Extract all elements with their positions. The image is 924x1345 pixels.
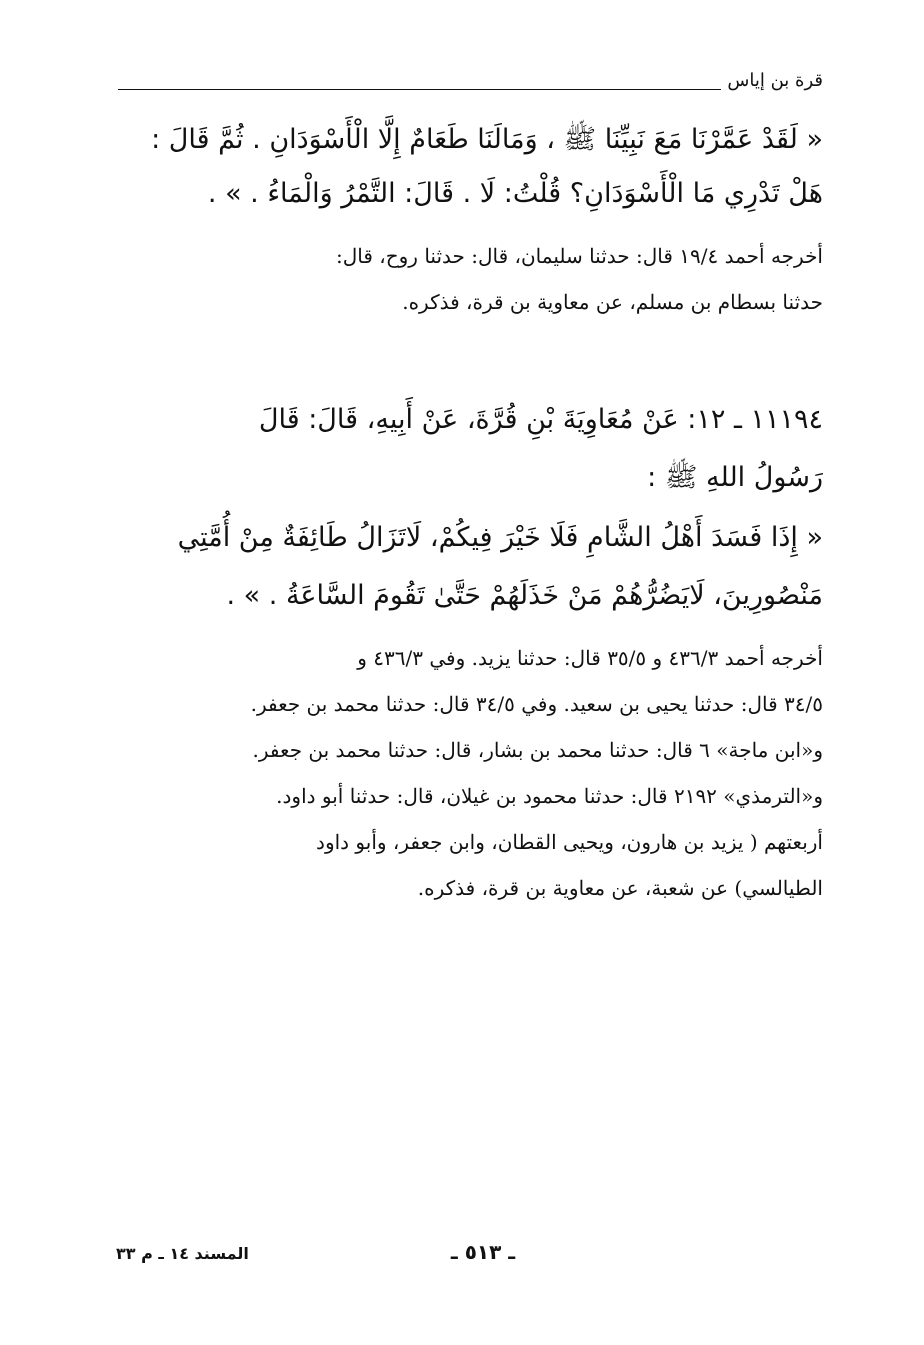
hadith-intro-2 (118, 400, 823, 510)
signature-mark: المسند ١٤ ـ م ٣٣ (116, 1244, 249, 1263)
hadith-line: « لَقَدْ عَمَّرْنَا مَعَ نَبِيِّنَا ﷺ ، وَمَالَنَا طَعَامٌ إِلَّا الْأَسْوَدَانِ . ثُمَّ قَالَ : (151, 124, 823, 155)
takhrij-line: أربعتهم ( يزيد بن هارون، ويحيى القطان، وابن جعفر، وأبو داود (316, 830, 823, 854)
takhrij-1 (118, 240, 823, 320)
header-rule (118, 89, 721, 90)
hadith-text-1 (118, 118, 823, 228)
takhrij-line: ٣٤/٥ قال: حدثنا يحيى بن سعيد. وفي ٣٤/٥ قال: حدثنا محمد بن جعفر. (250, 692, 823, 716)
page-number: ـ ٥١٣ ـ (450, 1240, 516, 1264)
takhrij-2 (118, 642, 823, 912)
hadith-text-2 (118, 518, 823, 628)
hadith-line: رَسُولُ اللهِ ﷺ : (647, 462, 823, 493)
hadith-line: مَنْصُورِينَ، لَايَضُرُّهُمْ مَنْ خَذَلَهُمْ حَتَّىٰ تَقُومَ السَّاعَةُ . » . (226, 580, 823, 611)
takhrij-line: أخرجه أحمد ١٩/٤ قال: حدثنا سليمان، قال: حدثنا روح، قال: (336, 244, 823, 268)
takhrij-line: الطيالسي) عن شعبة، عن معاوية بن قرة، فذكره. (417, 876, 823, 900)
page-header (118, 64, 823, 98)
running-title: قرة بن إياس (727, 70, 823, 91)
hadith-line: « إِذَا فَسَدَ أَهْلُ الشَّامِ فَلَا خَيْرَ فِيكُمْ، لَاتَزَالُ طَائِفَةٌ مِنْ أُمَّتِي (177, 522, 823, 553)
takhrij-line: و«ابن ماجة» ٦ قال: حدثنا محمد بن بشار، قال: حدثنا محمد بن جعفر. (252, 738, 823, 762)
takhrij-line: حدثنا بسطام بن مسلم، عن معاوية بن قرة، فذكره. (402, 290, 823, 314)
hadith-line: هَلْ تَدْرِي مَا الْأَسْوَدَانِ؟ قُلْتُ: لَا . قَالَ: التَّمْرُ وَالْمَاءُ . » . (207, 178, 823, 209)
takhrij-line: أخرجه أحمد ٤٣٦/٣ و ٣٥/٥ قال: حدثنا يزيد. وفي ٤٣٦/٣ و (357, 646, 823, 670)
hadith-number-line: ١١١٩٤ ـ ١٢: عَنْ مُعَاوِيَةَ بْنِ قُرَّةَ، عَنْ أَبِيهِ، قَالَ: قَالَ (258, 404, 823, 435)
takhrij-line: و«الترمذي» ٢١٩٢ قال: حدثنا محمود بن غيلان، قال: حدثنا أبو داود. (276, 784, 823, 808)
